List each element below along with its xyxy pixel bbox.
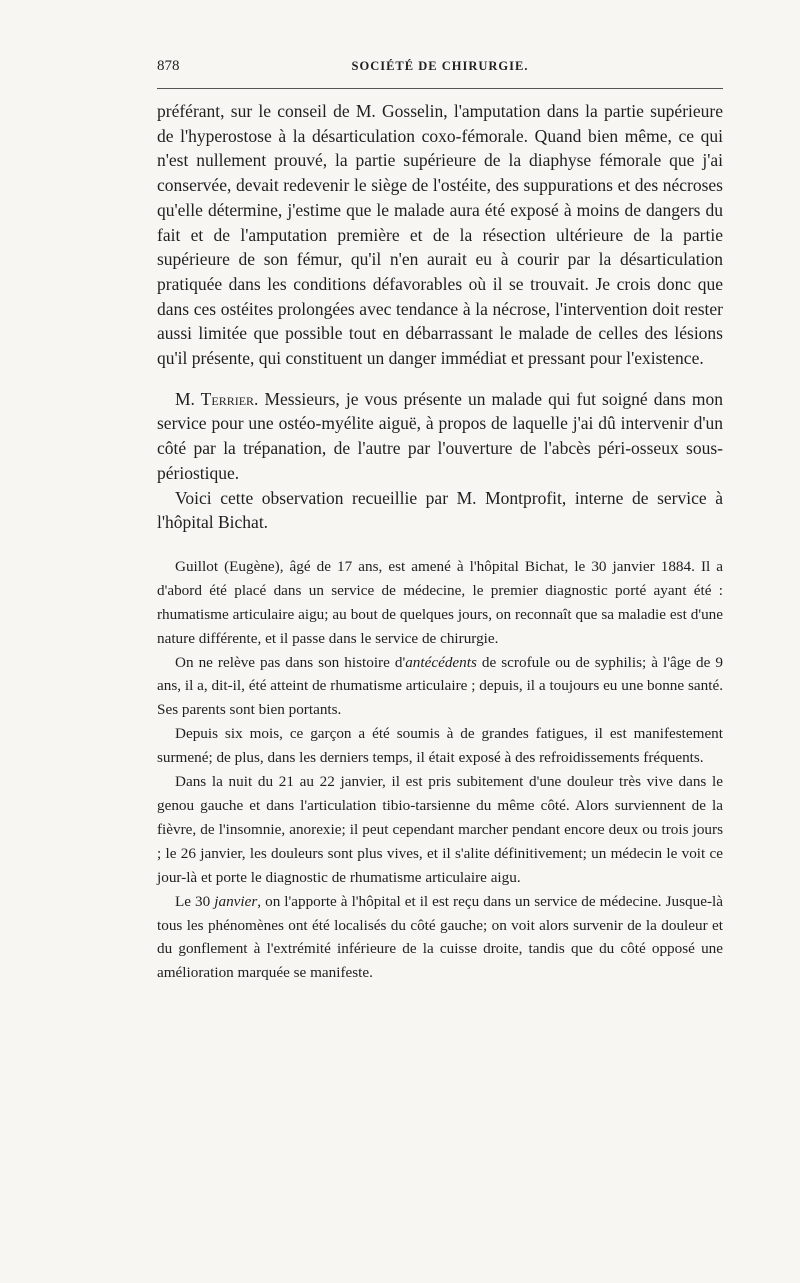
italic-term: janvier	[214, 892, 258, 910]
paragraph-amputation: préférant, sur le conseil de M. Gosselin, l'amputation dans la partie supérieure de l'hyperostose à la désarticulation coxo-fémorale. Quand bien même, ce qui n'est nullement prouvé, la partie supérieure de la diaphyse fémorale que j'ai conservée, devait redevenir le siège de l'ostéite, des suppurations et des nécroses qu'elle détermine, j'estime que le malade aura été exposé à moins de dangers du fait et de l'amputation première et de la résection ultérieure de la partie supérieure de son fémur, qu'il n'en aurait eu à courir par la désarticulation pratiquée dans les conditions défavorables où il se trouvait. Je crois donc que dans ces ostéites prolongées avec tendance à la nécrose, l'intervention doit rester aussi limitée que possible tout en débarrassant le malade de celles des lésions qu'il présente, qui constituent un danger immédiat et pressant pour l'existence.	[157, 101, 723, 369]
speaker-text: Messieurs, je vous présente un malade qui fut soigné dans mon service pour une ostéo-myélite aiguë, à propos de laquelle j'ai dû intervenir d'un côté par la trépanation, de l'autre par l'ouverture de l'abcès péri-osseux sous-périostique.	[157, 388, 723, 483]
observation-paragraph: On ne relève pas dans son histoire d'antécédents de scrofule ou de syphilis; à l'âge de 9 ans, il a, dit-il, été atteint de rhumatisme articulaire ; depuis, il a toujours eu une bonne santé. Ses parents sont bien portants.	[157, 653, 724, 719]
page-body	[157, 99, 723, 985]
observation-paragraph: Depuis six mois, ce garçon a été soumis à de grandes fatigues, il est manifestement surmené; de plus, dans les derniers temps, il était exposé à des refroidissements fréquents.	[157, 725, 723, 767]
speaker-name: M. Terrier.	[175, 388, 259, 409]
observation-paragraph: Le 30 janvier, on l'apporte à l'hôpital et il est reçu dans un service de médecine. Jusque-là tous les phénomènes ont été localisés du côté gauche; on voit alors survenir de la douleur et du gonflement à l'extrémité inférieure de la cuisse droite, tandis que du côté opposé une amélioration marquée se manifeste.	[157, 892, 723, 982]
header-rule	[157, 88, 723, 89]
page-number: 878	[157, 58, 180, 74]
running-head: SOCIÉTÉ DE CHIRURGIE.	[351, 59, 529, 73]
observation-paragraph: Guillot (Eugène), âgé de 17 ans, est amené à l'hôpital Bichat, le 30 janvier 1884. Il a d'abord été placé dans un service de médecine, le premier diagnostic porté ayant été : rhumatisme articulaire aigu; au bout de quelques jours, on reconnaît que sa maladie est d'une nature différente, et il passe dans le service de chirurgie.	[157, 557, 723, 647]
observation-paragraph: Dans la nuit du 21 au 22 janvier, il est pris subitement d'une douleur très vive dans le genou gauche et dans l'articulation tibio-tarsienne du même côté. Alors surviennent de la fièvre, de l'insomnie, anorexie; il peut cependant marcher pendant encore deux ou trois jours ; le 26 janvier, les douleurs sont plus vives, et il s'alite définitivement; un médecin le voit ce jour-là et porte le diagnostic de rhumatisme articulaire aigu.	[157, 773, 723, 886]
paragraph-terrier	[157, 387, 723, 486]
page-header	[157, 58, 723, 80]
paragraph-observation-intro: Voici cette observation recueillie par M. Montprofit, interne de service à l'hôpital Bichat.	[157, 487, 723, 533]
italic-term: antécédents	[405, 653, 477, 671]
